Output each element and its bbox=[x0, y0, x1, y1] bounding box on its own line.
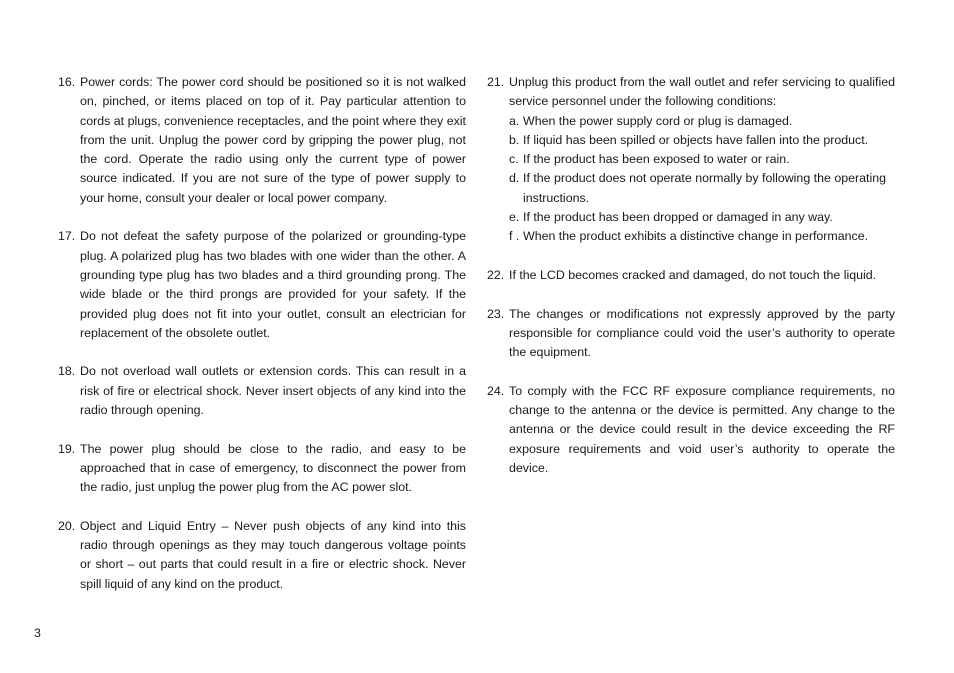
safety-item-20 bbox=[58, 517, 466, 594]
condition-key: e. bbox=[509, 210, 520, 225]
condition-text: If the product has been dropped or damaged in any way. bbox=[523, 210, 833, 225]
left-column bbox=[58, 73, 466, 613]
item-number: 18. bbox=[58, 364, 76, 379]
condition-text: If the product has been exposed to water or rain. bbox=[523, 152, 790, 167]
item-text: The changes or modifications not expressly approved by the party responsible for compliance could void the user’s authority to operate the equipment. bbox=[509, 306, 895, 360]
item-number: 22. bbox=[487, 267, 505, 282]
safety-item-17 bbox=[58, 227, 466, 343]
item-text: To comply with the FCC RF exposure compliance requirements, no change to the antenna or the device is permitted. Any change to the antenna or the device could result in the device exceeding the RF exposure requirements and void user’s authority to operate the device. bbox=[509, 383, 895, 475]
condition-e bbox=[509, 208, 895, 227]
right-column bbox=[487, 73, 895, 498]
condition-key: c. bbox=[509, 152, 519, 167]
safety-item-19 bbox=[58, 440, 466, 498]
condition-list bbox=[509, 112, 895, 247]
condition-f bbox=[509, 227, 895, 246]
safety-item-16 bbox=[58, 73, 466, 208]
condition-text: If the product does not operate normally by following the operating instructions. bbox=[523, 171, 886, 205]
condition-text: When the product exhibits a distinctive change in performance. bbox=[523, 229, 869, 244]
item-number: 24. bbox=[487, 383, 505, 398]
safety-item-21 bbox=[487, 73, 895, 247]
safety-item-18 bbox=[58, 362, 466, 420]
page-number: 3 bbox=[34, 626, 41, 640]
item-number: 19. bbox=[58, 441, 76, 456]
item-number: 20. bbox=[58, 518, 76, 533]
item-number: 17. bbox=[58, 229, 76, 244]
item-text: Do not overload wall outlets or extension cords. This can result in a risk of fire or electrical shock. Never insert objects of any kind into the radio through opening. bbox=[80, 364, 466, 418]
condition-b bbox=[509, 131, 895, 150]
safety-item-24 bbox=[487, 382, 895, 478]
condition-text: When the power supply cord or plug is damaged. bbox=[523, 113, 793, 128]
safety-item-22 bbox=[487, 266, 895, 285]
item-number: 21. bbox=[487, 75, 505, 89]
condition-c bbox=[509, 150, 895, 169]
item-number: 16. bbox=[58, 75, 76, 89]
condition-text: If liquid has been spilled or objects have fallen into the product. bbox=[523, 132, 869, 147]
item-text: The power plug should be close to the radio, and easy to be approached that in case of emergency, to disconnect the power from the radio, just unplug the power plug from the AC power slot. bbox=[80, 441, 466, 495]
condition-key: a. bbox=[509, 113, 520, 128]
item-number: 23. bbox=[487, 306, 505, 321]
condition-key: f . bbox=[509, 229, 520, 244]
item-text: If the LCD becomes cracked and damaged, do not touch the liquid. bbox=[509, 267, 877, 282]
item-text: Do not defeat the safety purpose of the polarized or grounding-type plug. A polarized plug has two blades with one wider than the other. A grounding type plug has two blades and a third grounding prong. The wide blade or the third prongs are provided for your safety. If the provided plug does not fit into your outlet, consult an electrician for replacement of the obsolete outlet. bbox=[80, 229, 466, 340]
item-text: Object and Liquid Entry – Never push objects of any kind into this radio through openings as they may touch dangerous voltage points or short – out parts that could result in a fire or electric shock. Never spill liquid of any kind on the product. bbox=[80, 518, 466, 591]
condition-key: d. bbox=[509, 171, 520, 186]
safety-item-23 bbox=[487, 305, 895, 363]
condition-key: b. bbox=[509, 132, 520, 147]
item-text: Unplug this product from the wall outlet and refer servicing to qualified service personnel under the following conditions: bbox=[509, 75, 895, 109]
item-text: Power cords: The power cord should be positioned so it is not walked on, pinched, or items placed on top of it. Pay particular attention to cords at plugs, convenience receptacles, and the point where they exit from the unit. Unplug the power cord by gripping the power plug, not the cord. Operate the radio using only the current type of power source indicated. If you are not sure of the type of power supply to your home, consult your dealer or local power company. bbox=[80, 75, 466, 205]
condition-d bbox=[509, 169, 895, 208]
condition-a bbox=[509, 112, 895, 131]
